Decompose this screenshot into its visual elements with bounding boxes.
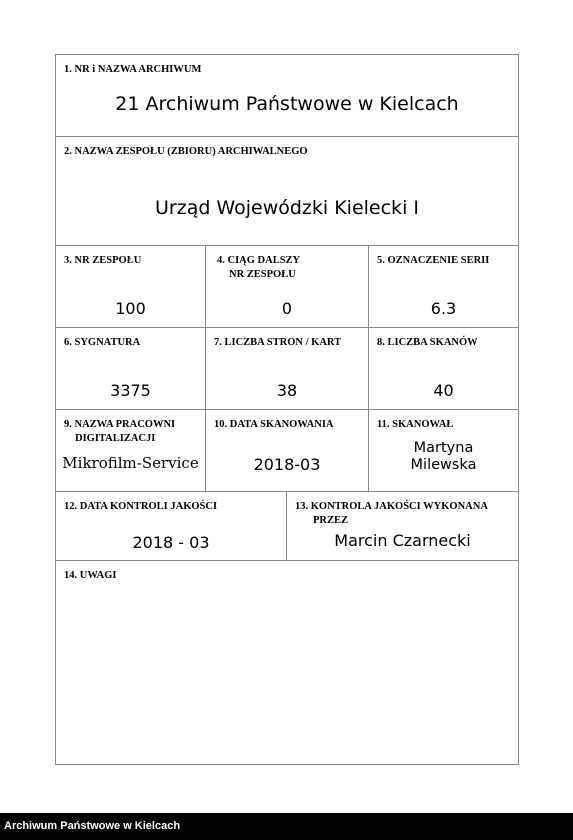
footer-archive-name: Archiwum Państwowe w Kielcach: [0, 813, 573, 840]
field-archive-value: 21 Archiwum Państwowe w Kielcach: [115, 93, 459, 115]
field-continuation-label: [217, 254, 364, 282]
field-scanned-by: [369, 410, 518, 492]
field-archive: [56, 55, 518, 137]
field-scanned-by-line2: Milewska: [410, 457, 477, 473]
field-continuation-value: 0: [281, 299, 293, 318]
field-digitization-lab-label-line2: DIGITALIZACJI: [75, 433, 156, 444]
field-archive-label: 1. NR i NAZWA ARCHIWUM: [64, 64, 202, 75]
field-digitization-lab-label-line1: 9. NAZWA PRACOWNI: [64, 419, 176, 430]
field-scan-date-label: 10. DATA SKANOWANIA: [214, 419, 334, 430]
field-scan-count-value: 40: [433, 381, 454, 400]
field-qc-by-value: Marcin Czarnecki: [334, 531, 471, 550]
field-digitization-lab: [56, 410, 206, 492]
field-signature-value: 3375: [110, 381, 151, 400]
field-fonds-number-label: 3. NR ZESPOŁU: [64, 255, 142, 266]
field-fonds-name: [56, 137, 518, 246]
field-series-label: 5. OZNACZENIE SERII: [377, 255, 490, 266]
field-scanned-by-label: 11. SKANOWAŁ: [377, 419, 454, 430]
field-digitization-lab-label: [64, 418, 201, 446]
field-series: [369, 246, 518, 328]
field-qc-date: [56, 492, 287, 561]
field-qc-by: [287, 492, 518, 561]
field-page-count-value: 38: [276, 381, 298, 400]
field-fonds-name-value: Urząd Wojewódzki Kielecki I: [155, 197, 419, 219]
field-scan-count-label: 8. LICZBA SKANÓW: [377, 337, 478, 348]
field-qc-by-label: [295, 500, 514, 528]
field-scan-date: [206, 410, 369, 492]
field-continuation-label-line2: NR ZESPOŁU: [229, 269, 296, 280]
field-series-value: 6.3: [430, 299, 457, 318]
field-scan-count: [369, 328, 518, 410]
field-fonds-number-value: 100: [115, 299, 146, 318]
field-page-count: [206, 328, 369, 410]
field-continuation-label-line1: 4. CIĄG DALSZY: [217, 255, 301, 266]
field-continuation: [206, 246, 369, 328]
field-qc-date-value: 2018 - 03: [132, 533, 210, 552]
field-page-count-label: 7. LICZBA STRON / KART: [214, 337, 342, 348]
field-qc-by-label-line1: 13. KONTROLA JAKOŚCI WYKONANA: [295, 501, 488, 512]
field-digitization-lab-value: Mikrofilm-Service: [62, 454, 199, 472]
field-fonds-name-label: 2. NAZWA ZESPOŁU (ZBIORU) ARCHIWALNEGO: [64, 146, 308, 157]
field-scan-date-value: 2018-03: [253, 455, 321, 474]
field-scanned-by-line1: Martyna: [413, 440, 474, 456]
archive-metadata-card: [55, 54, 519, 765]
field-notes-label: 14. UWAGI: [64, 570, 117, 581]
field-scanned-by-value: [369, 440, 518, 474]
field-signature: [56, 328, 206, 410]
field-fonds-number: [56, 246, 206, 328]
field-notes: [56, 561, 518, 764]
field-qc-by-label-line2: PRZEZ: [313, 515, 349, 526]
field-signature-label: 6. SYGNATURA: [64, 337, 141, 348]
field-qc-date-label: 12. DATA KONTROLI JAKOŚCI: [64, 501, 218, 512]
